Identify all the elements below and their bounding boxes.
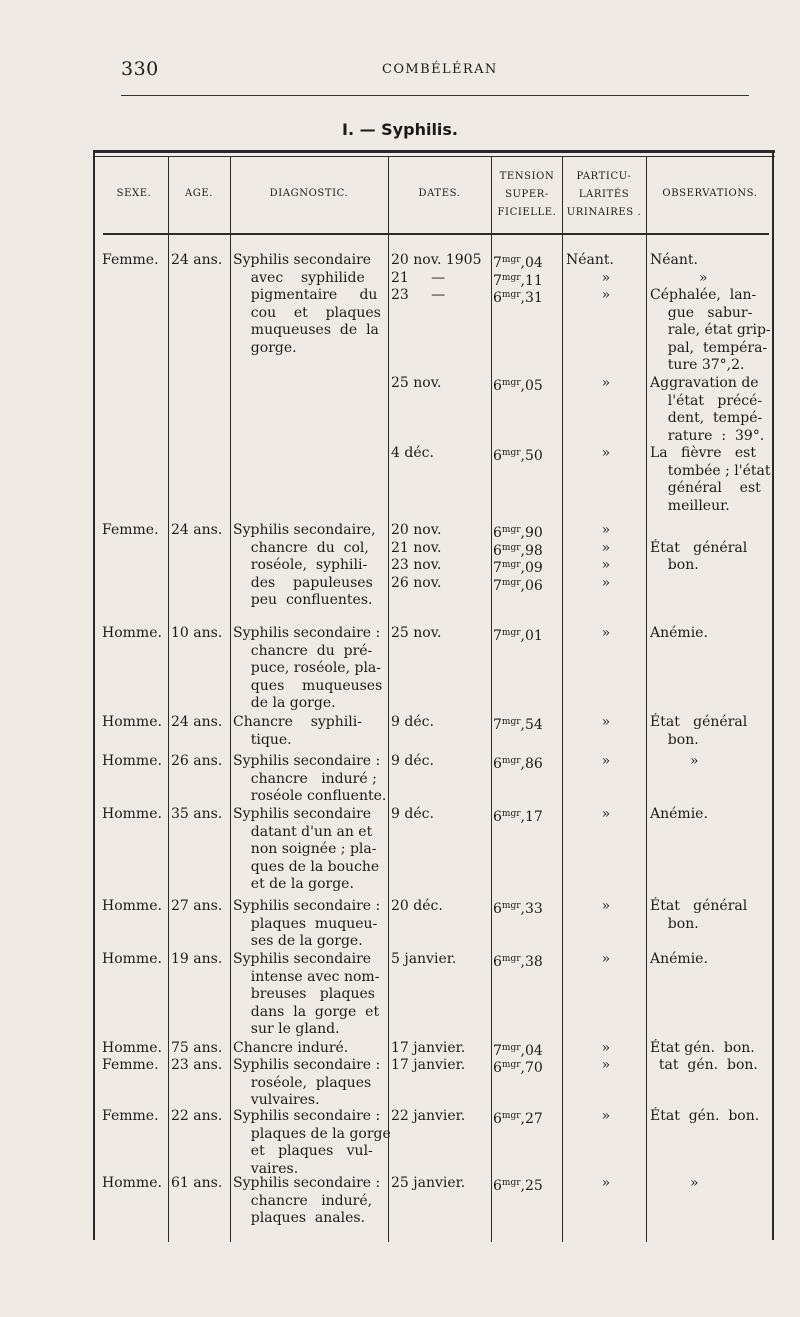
- cell-sexe: Homme.: [102, 714, 162, 730]
- cell-dates: 20 nov. 1905 21 — 23 —: [391, 252, 482, 303]
- cell-dates: 20 déc.: [391, 898, 443, 914]
- cell-age: 10 ans.: [171, 625, 223, 641]
- tension-unit: mgr: [501, 255, 521, 265]
- cell-age: 24 ans.: [171, 252, 223, 268]
- tension-integer: 7: [493, 1043, 502, 1059]
- tension-integer: 6: [493, 901, 502, 917]
- tension-integer: 6: [493, 809, 502, 825]
- cell-tension: [493, 445, 543, 466]
- cell-dates: 9 déc.: [391, 806, 434, 822]
- tension-decimal: ,38: [520, 954, 543, 970]
- cell-tension: [493, 806, 543, 827]
- cell-age: 24 ans.: [171, 714, 223, 730]
- tension-integer: 7: [493, 628, 502, 644]
- tension-unit: mgr: [501, 628, 521, 638]
- column-divider: [230, 157, 231, 1242]
- cell-observations: État général bon.: [650, 539, 748, 573]
- header-tension-line: SUPER-: [505, 189, 549, 200]
- tension-unit: mgr: [501, 717, 521, 727]
- cell-sexe: Homme.: [102, 898, 162, 914]
- cell-age: 26 ans.: [171, 753, 223, 769]
- cell-diagnostic: Syphilis secondaire datant d'un an et non soignée ; pla- ques de la bouche et de la gorge.: [233, 806, 380, 892]
- header-diagnostic: DIAGNOSTIC.: [269, 188, 349, 199]
- cell-diagnostic: Syphilis secondaire : chancre induré, plaques anales.: [233, 1175, 381, 1226]
- tension-decimal: ,54: [520, 717, 543, 733]
- cell-tension: [493, 1175, 543, 1196]
- cell-observations: État général bon.: [650, 714, 748, 748]
- cell-particularites: Néant. » »: [566, 252, 614, 303]
- tension-integer: 6: [493, 756, 502, 772]
- cell-diagnostic: Chancre syphili- tique.: [233, 714, 362, 748]
- cell-sexe: Homme.: [102, 1175, 162, 1191]
- tension-decimal: ,90: [520, 525, 543, 541]
- cell-dates: 17 janvier.: [391, 1057, 466, 1073]
- header-bottom-rule: [103, 233, 769, 235]
- tension-integer: 7: [493, 717, 502, 733]
- cell-particularites: »: [566, 1040, 611, 1056]
- column-divider: [646, 157, 647, 1242]
- header-particularites-line: URINAIRES .: [566, 207, 642, 218]
- cell-tension: [493, 1108, 543, 1129]
- tension-integer: 6: [493, 542, 502, 559]
- cell-diagnostic: Syphilis secondaire avec syphilide pigmentaire du cou et plaques muqueuses de la gorge.: [233, 252, 381, 356]
- cell-dates: 22 janvier.: [391, 1108, 466, 1124]
- tension-unit: mgr: [501, 577, 521, 588]
- column-divider: [491, 157, 492, 1242]
- tension-unit: mgr: [501, 1060, 521, 1070]
- cell-dates: 20 nov. 21 nov. 23 nov. 26 nov.: [391, 522, 442, 591]
- cell-particularites: »: [566, 375, 611, 391]
- tension-unit: mgr: [501, 1178, 521, 1188]
- tension-decimal: ,98: [520, 542, 543, 559]
- tension-unit: mgr: [501, 560, 521, 570]
- header-dates: DATES.: [418, 188, 461, 199]
- section-title: I. — Syphilis.: [341, 120, 459, 139]
- cell-tension: [493, 575, 543, 596]
- page-number: 330: [121, 58, 159, 80]
- cell-sexe: Homme.: [102, 625, 162, 641]
- header-rule: [121, 95, 749, 96]
- cell-age: 35 ans.: [171, 806, 223, 822]
- tension-unit: mgr: [501, 448, 521, 458]
- header-sexe: SEXE.: [116, 188, 152, 199]
- cell-particularites: »: [566, 714, 611, 730]
- tension-integer: 6: [493, 1111, 502, 1127]
- tension-integer: 7: [493, 272, 502, 289]
- tension-unit: mgr: [501, 809, 521, 819]
- tension-integer: 7: [493, 560, 502, 576]
- cell-dates: 25 janvier.: [391, 1175, 466, 1191]
- cell-tension: [493, 714, 543, 735]
- tension-decimal: ,04: [520, 255, 543, 271]
- cell-observations: tat gén. bon.: [650, 1057, 758, 1073]
- cell-particularites: »: [566, 1108, 611, 1124]
- tension-unit: mgr: [501, 954, 521, 964]
- tension-decimal: ,01: [520, 628, 543, 644]
- cell-observations: Anémie.: [650, 625, 708, 641]
- tension-integer: 6: [493, 448, 502, 464]
- cell-age: 24 ans.: [171, 522, 223, 538]
- cell-diagnostic: Syphilis secondaire : chancre du pré- puce, roséole, pla- ques muqueuses de la gorge.: [233, 625, 383, 711]
- tension-unit: mgr: [501, 756, 521, 766]
- tension-integer: 6: [493, 954, 502, 970]
- cell-sexe: Homme.: [102, 951, 162, 967]
- cell-observations: Aggravation de l'état précé- dent, tempé- rature : 39°.: [650, 375, 765, 444]
- cell-observations: État gén. bon.: [650, 1040, 755, 1056]
- cell-sexe: Homme.: [102, 806, 162, 822]
- cell-sexe: Femme.: [102, 252, 159, 268]
- column-divider: [388, 157, 389, 1242]
- cell-age: 61 ans.: [171, 1175, 223, 1191]
- cell-age: 75 ans.: [171, 1040, 223, 1056]
- cell-age: 23 ans.: [171, 1057, 223, 1073]
- tension-unit: mgr: [501, 272, 521, 283]
- cell-dates: 25 nov.: [391, 375, 442, 391]
- tension-integer: 7: [493, 577, 502, 594]
- tension-unit: mgr: [501, 542, 521, 553]
- header-particularites-line: LARITÉS: [578, 189, 630, 200]
- cell-dates: 25 nov.: [391, 625, 442, 641]
- cell-dates: 9 déc.: [391, 753, 434, 769]
- column-divider: [562, 157, 563, 1242]
- cell-tension: [493, 1057, 543, 1078]
- cell-particularites: »: [566, 806, 611, 822]
- cell-dates: 9 déc.: [391, 714, 434, 730]
- cell-particularites: »: [566, 753, 611, 769]
- cell-tension: [493, 625, 543, 646]
- cell-particularites: » » » »: [601, 522, 611, 591]
- cell-particularites: »: [566, 625, 611, 641]
- cell-dates: 4 déc.: [391, 445, 434, 461]
- table-top-rule-thin: [93, 156, 775, 157]
- cell-sexe: Homme.: [102, 753, 162, 769]
- tension-decimal: ,04: [520, 1043, 543, 1059]
- cell-tension: [493, 375, 543, 396]
- cell-diagnostic: Syphilis secondaire : roséole, plaques vulvaires.: [233, 1057, 381, 1108]
- tension-unit: mgr: [501, 1111, 521, 1121]
- cell-tension: [493, 951, 543, 972]
- cell-observations: État gén. bon.: [650, 1108, 760, 1124]
- cell-observations: Anémie.: [650, 951, 708, 967]
- cell-observations: La fièvre est tombée ; l'état général est meilleur.: [650, 445, 771, 514]
- tension-decimal: ,09: [520, 560, 543, 576]
- cell-observations: »: [650, 1175, 699, 1191]
- cell-diagnostic: Chancre induré.: [233, 1040, 349, 1056]
- cell-diagnostic: Syphilis secondaire, chancre du col, roséole, syphili- des papuleuses peu confluentes.: [233, 522, 376, 608]
- tension-decimal: ,17: [520, 809, 543, 825]
- cell-particularites: »: [566, 898, 611, 914]
- header-particularites-line: PARTICU-: [576, 171, 632, 182]
- header-tension-line: TENSION: [499, 171, 555, 182]
- header-age: AGE.: [184, 188, 214, 199]
- tension-decimal: ,27: [520, 1111, 543, 1127]
- cell-diagnostic: Syphilis secondaire : chancre induré ; roséole confluente.: [233, 753, 387, 804]
- cell-sexe: Femme.: [102, 522, 159, 538]
- cell-sexe: Femme.: [102, 1057, 159, 1073]
- tension-integer: 6: [493, 1178, 502, 1194]
- tension-decimal: ,05: [520, 378, 543, 394]
- cell-particularites: »: [566, 1057, 611, 1073]
- running-head: COMBÉLÉRAN: [382, 62, 498, 77]
- tension-integer: 7: [493, 255, 502, 271]
- tension-unit: mgr: [501, 378, 521, 388]
- cell-age: 22 ans.: [171, 1108, 223, 1124]
- cell-particularites: »: [566, 1175, 611, 1191]
- header-tension-line: FICIELLE.: [497, 207, 557, 218]
- tension-unit: mgr: [501, 525, 521, 535]
- table-right-border: [772, 150, 774, 1240]
- cell-particularites: »: [566, 445, 611, 461]
- cell-tension: [493, 753, 543, 774]
- cell-particularites: »: [566, 951, 611, 967]
- tension-decimal: ,06: [520, 577, 543, 594]
- tension-integer: 6: [493, 290, 502, 306]
- column-divider: [168, 157, 169, 1242]
- cell-tension: [493, 287, 543, 308]
- tension-integer: 6: [493, 525, 502, 541]
- table-top-rule: [93, 150, 775, 153]
- header-particularites: [563, 168, 645, 222]
- tension-decimal: ,25: [520, 1178, 543, 1194]
- cell-observations: Anémie.: [650, 806, 708, 822]
- cell-sexe: Femme.: [102, 1108, 159, 1124]
- tension-integer: 6: [493, 1060, 502, 1076]
- tension-decimal: ,70: [520, 1060, 543, 1076]
- cell-sexe: Homme.: [102, 1040, 162, 1056]
- header-observations: OBSERVATIONS.: [662, 188, 758, 199]
- cell-observations: État général bon.: [650, 898, 748, 932]
- tension-unit: mgr: [501, 290, 521, 300]
- tension-unit: mgr: [501, 1043, 521, 1053]
- cell-diagnostic: Syphilis secondaire : plaques muqueu- ses de la gorge.: [233, 898, 381, 949]
- header-tension: [492, 168, 562, 222]
- tension-decimal: ,86: [520, 756, 543, 772]
- tension-decimal: ,33: [520, 901, 543, 917]
- cell-observations: »: [650, 753, 699, 769]
- tension-integer: 6: [493, 378, 502, 394]
- tension-decimal: ,31: [520, 290, 543, 306]
- cell-tension: [493, 898, 543, 919]
- cell-age: 19 ans.: [171, 951, 223, 967]
- tension-unit: mgr: [501, 901, 521, 911]
- cell-age: 27 ans.: [171, 898, 223, 914]
- tension-decimal: ,11: [520, 272, 543, 289]
- cell-dates: 5 janvier.: [391, 951, 457, 967]
- table-left-border: [93, 150, 95, 1240]
- tension-decimal: ,50: [520, 448, 543, 464]
- cell-diagnostic: Syphilis secondaire : plaques de la gorge et plaques vul- vaires.: [233, 1108, 391, 1177]
- cell-observations: Néant. » Céphalée, lan- gue sabur- rale, état grip- pal, tempéra- ture 37°,2.: [650, 252, 771, 373]
- cell-dates: 17 janvier.: [391, 1040, 466, 1056]
- cell-diagnostic: Syphilis secondaire intense avec nom- breuses plaques dans la gorge et sur le gland.: [233, 951, 380, 1037]
